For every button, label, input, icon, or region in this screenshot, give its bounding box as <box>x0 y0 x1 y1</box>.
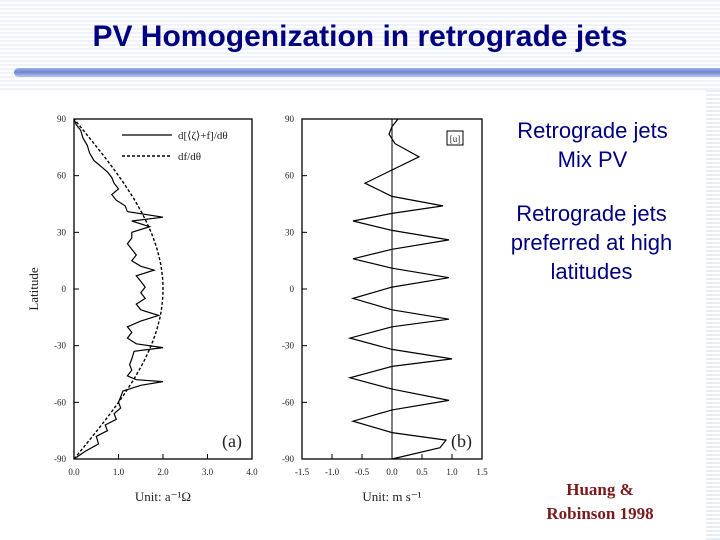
note-line: latitudes <box>550 259 633 284</box>
citation-line: Robinson 1998 <box>546 504 654 523</box>
y-tick-label: -60 <box>54 397 66 408</box>
y-axis-label: Latitude <box>26 267 41 311</box>
title-underline-bar <box>14 68 720 77</box>
y-tick-label: 0 <box>289 284 294 294</box>
y-tick-label: -60 <box>282 397 294 408</box>
y-tick-label: -90 <box>54 454 66 464</box>
x-tick-label: -1.0 <box>324 467 340 477</box>
y-tick-label: 30 <box>285 227 294 238</box>
legend-label: df/dθ <box>178 151 201 163</box>
y-tick-label: 0 <box>61 284 66 294</box>
note-retrograde-mix <box>495 116 690 174</box>
y-tick-label: 90 <box>285 114 294 124</box>
x-axis-label: Unit: a⁻¹Ω <box>134 489 192 504</box>
slide-title: PV Homogenization in retrograde jets <box>92 20 628 53</box>
x-tick-label: 0.0 <box>68 467 80 477</box>
y-tick-label: -30 <box>54 340 66 351</box>
x-tick-label: 4.0 <box>246 467 258 477</box>
x-tick-label: -1.5 <box>294 467 310 477</box>
x-tick-label: 1.5 <box>476 467 488 477</box>
panel-label: (b) <box>451 431 472 451</box>
right-edge-decoration <box>706 90 720 540</box>
note-line: Retrograde jets <box>516 201 667 226</box>
x-tick-label: 0.5 <box>416 467 428 477</box>
note-line: Retrograde jets <box>517 118 668 143</box>
panel-label: (a) <box>222 431 242 451</box>
x-tick-label: 0.0 <box>386 467 398 477</box>
series-line-d[⟨ζ⟩+f]/dθ <box>74 119 163 459</box>
y-tick-label: 30 <box>57 227 66 238</box>
y-tick-label: -30 <box>282 340 294 351</box>
citation <box>520 478 680 526</box>
x-tick-label: 1.0 <box>112 467 125 477</box>
x-tick-label: 2.0 <box>157 467 169 477</box>
note-line: preferred at high <box>510 230 673 255</box>
x-tick-label: 3.0 <box>201 467 214 477</box>
series-line-[u] <box>350 119 452 459</box>
x-axis-label: Unit: m s⁻¹ <box>362 489 422 504</box>
legend-label: d[⟨ζ⟩+f]/dθ <box>178 130 228 142</box>
y-tick-label: 90 <box>57 114 66 124</box>
series-line-df/dθ <box>74 119 163 459</box>
citation-line: Huang & <box>566 480 634 499</box>
note-retrograde-high-latitudes <box>488 199 695 286</box>
y-tick-label: 60 <box>57 170 66 181</box>
figure-panels <box>22 105 492 515</box>
x-tick-label: 1.0 <box>446 467 458 477</box>
y-tick-label: 60 <box>285 170 294 181</box>
x-tick-label: -0.5 <box>354 467 370 477</box>
legend-label: [u] <box>449 134 461 144</box>
note-line: Mix PV <box>557 147 628 172</box>
y-tick-label: -90 <box>282 454 294 464</box>
